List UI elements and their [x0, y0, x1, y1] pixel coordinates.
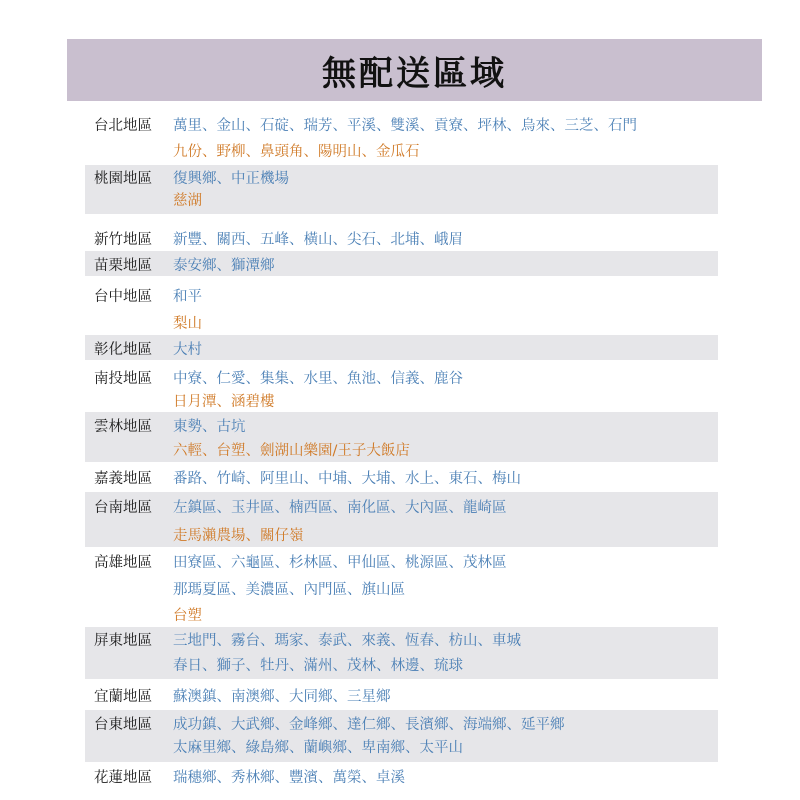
area-list: 東勢、古坑	[173, 419, 246, 435]
area-list: 六輕、台塑、劍湖山樂園/王子大飯店	[173, 443, 410, 459]
region-name: 宜蘭地區	[94, 689, 152, 705]
region-row	[85, 683, 718, 708]
region-row	[85, 225, 718, 250]
region-row	[85, 165, 718, 214]
area-list: 那瑪夏區、美濃區、內門區、旗山區	[173, 582, 405, 598]
region-row	[85, 282, 718, 334]
region-name: 台東地區	[94, 717, 152, 733]
area-list: 泰安鄉、獅潭鄉	[173, 258, 275, 274]
area-list: 台塑	[173, 608, 202, 624]
title-banner	[67, 39, 762, 101]
area-list: 走馬瀨農場、關仔嶺	[173, 528, 304, 544]
area-list: 左鎮區、玉井區、楠西區、南化區、大內區、龍崎區	[173, 500, 507, 516]
region-name: 台北地區	[94, 118, 152, 134]
area-list: 日月潭、涵碧樓	[173, 394, 275, 410]
area-list: 三地門、霧台、瑪家、泰武、來義、恆春、枋山、車城	[173, 633, 521, 649]
region-row	[85, 251, 718, 276]
region-name: 高雄地區	[94, 555, 152, 571]
region-row	[85, 549, 718, 627]
area-list: 瑞穗鄉、秀林鄉、豐濱、萬榮、卓溪	[173, 770, 405, 786]
region-name: 新竹地區	[94, 232, 152, 248]
area-list: 太麻里鄉、綠島鄉、蘭嶼鄉、卑南鄉、太平山	[173, 740, 463, 756]
region-name: 桃園地區	[94, 171, 152, 187]
region-row	[85, 766, 718, 790]
area-list: 慈湖	[173, 193, 202, 209]
region-name: 雲林地區	[94, 419, 152, 435]
region-name: 彰化地區	[94, 342, 152, 358]
region-name: 南投地區	[94, 371, 152, 387]
region-row	[85, 335, 718, 360]
region-row	[85, 364, 718, 412]
area-list: 蘇澳鎮、南澳鄉、大同鄉、三星鄉	[173, 689, 391, 705]
region-row	[85, 412, 718, 462]
region-row	[85, 464, 718, 489]
region-name: 台南地區	[94, 500, 152, 516]
region-name: 苗栗地區	[94, 258, 152, 274]
region-row	[85, 627, 718, 679]
region-name: 台中地區	[94, 289, 152, 305]
region-name: 花蓮地區	[94, 770, 152, 786]
area-list: 復興鄉、中正機場	[173, 171, 289, 187]
area-list: 田寮區、六龜區、杉林區、甲仙區、桃源區、茂林區	[173, 555, 507, 571]
area-list: 萬里、金山、石碇、瑞芳、平溪、雙溪、貢寮、坪林、烏來、三芝、石門	[173, 118, 637, 134]
area-list: 梨山	[173, 316, 202, 332]
area-list: 新豐、關西、五峰、橫山、尖石、北埔、峨眉	[173, 232, 463, 248]
region-name: 嘉義地區	[94, 471, 152, 487]
region-row	[85, 110, 718, 164]
region-row	[85, 710, 718, 762]
area-list: 番路、竹崎、阿里山、中埔、大埔、水上、東石、梅山	[173, 471, 521, 487]
area-list: 九份、野柳、鼻頭角、陽明山、金瓜石	[173, 144, 420, 160]
region-name: 屏東地區	[94, 633, 152, 649]
area-list: 春日、獅子、牡丹、滿州、茂林、林邊、琉球	[173, 658, 463, 674]
region-row	[85, 492, 718, 547]
area-list: 和平	[173, 289, 202, 305]
area-list: 成功鎮、大武鄉、金峰鄉、達仁鄉、長濱鄉、海端鄉、延平鄉	[173, 717, 565, 733]
area-list: 中寮、仁愛、集集、水里、魚池、信義、鹿谷	[173, 371, 463, 387]
page-title: 無配送區域	[322, 53, 507, 94]
area-list: 大村	[173, 342, 202, 358]
